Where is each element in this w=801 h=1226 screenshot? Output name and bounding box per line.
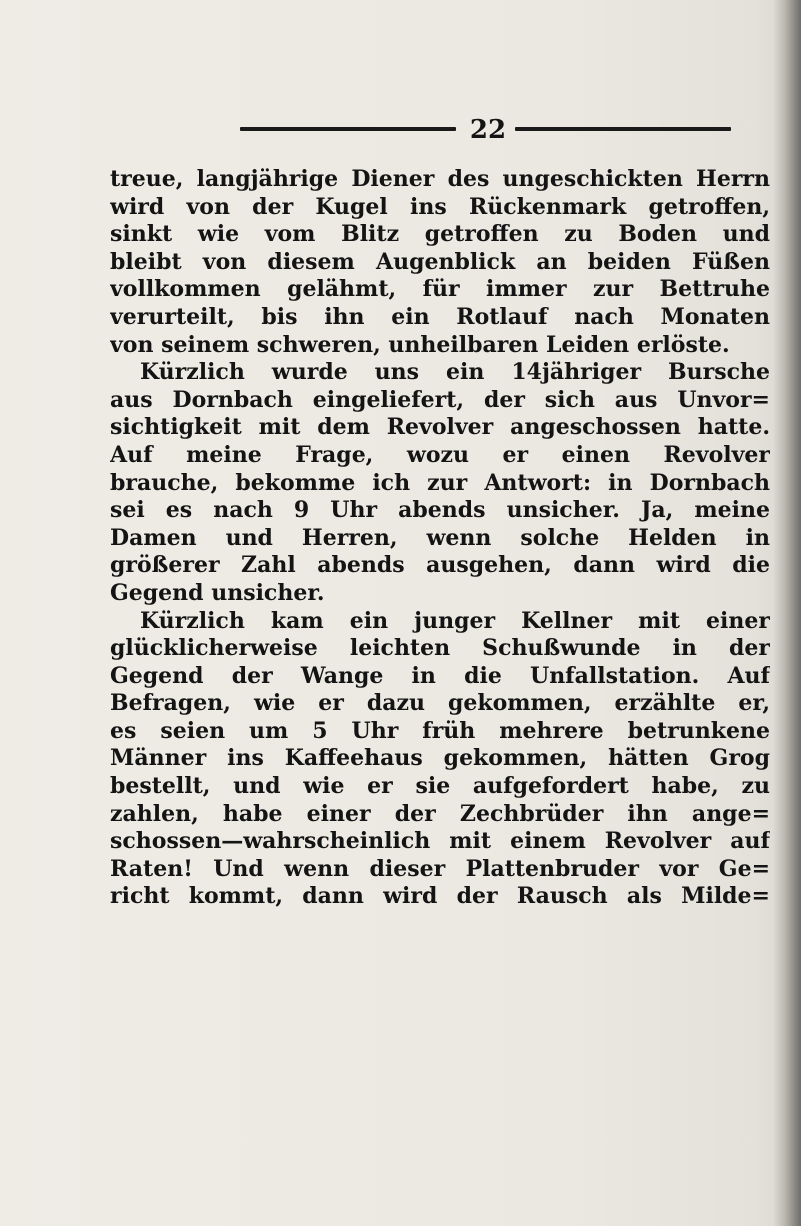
text-line: Raten! Und wenn dieser Plattenbruder vor Ge= <box>110 855 770 882</box>
text-line: Gegend der Wange in die Unfallstation. Auf <box>110 662 770 689</box>
text-line: sei es nach 9 Uhr abends unsicher. Ja, meine <box>110 497 770 524</box>
text-line: sinkt wie vom Blitz getroffen zu Boden und <box>110 221 770 248</box>
page-header <box>0 115 801 163</box>
text-line: Kürzlich wurde uns ein 14jähriger Bursche <box>140 359 770 386</box>
text-line: schossen—wahrscheinlich mit einem Revolver auf <box>110 828 770 855</box>
text-line: es seien um 5 Uhr früh mehrere betrunkene <box>110 717 770 744</box>
text-line: sichtigkeit mit dem Revolver angeschossen hatte. <box>110 414 770 441</box>
text-line: bleibt von diesem Augenblick an beiden Füßen <box>110 248 770 275</box>
text-line: verurteilt, bis ihn ein Rotlauf nach Monaten <box>110 303 770 330</box>
text-line: Männer ins Kaffeehaus gekommen, hätten Grog <box>110 745 770 772</box>
text-line: Gegend unsicher. <box>110 579 325 606</box>
text-line: von seinem schweren, unheilbaren Leiden erlöste. <box>110 331 730 358</box>
header-rule-left <box>240 127 456 131</box>
text-line: größerer Zahl abends ausgehen, dann wird die <box>110 552 770 579</box>
text-line: zahlen, habe einer der Zechbrüder ihn ange= <box>110 800 770 827</box>
page-number: 22 <box>469 115 507 145</box>
text-line: treue, langjährige Diener des ungeschickten Herrn <box>110 166 770 192</box>
body-text <box>110 166 770 911</box>
text-line: Befragen, wie er dazu gekommen, erzählte er, <box>110 690 770 717</box>
text-line: Auf meine Frage, wozu er einen Revolver <box>110 441 770 468</box>
text-line: brauche, bekomme ich zur Antwort: in Dornbach <box>110 469 770 496</box>
text-line: bestellt, und wie er sie aufgefordert habe, zu <box>110 773 770 800</box>
text-line: wird von der Kugel ins Rückenmark getroffen, <box>110 193 770 220</box>
text-line: aus Dornbach eingeliefert, der sich aus Unvor= <box>110 386 770 413</box>
text-line: vollkommen gelähmt, für immer zur Bettruhe <box>110 276 770 303</box>
text-line: Damen und Herren, wenn solche Helden in <box>110 524 770 551</box>
header-rule-right <box>515 127 731 131</box>
text-line: glücklicherweise leichten Schußwunde in der <box>110 635 770 662</box>
text-line: richt kommt, dann wird der Rausch als Milde= <box>110 883 770 910</box>
page-edge-shadow <box>773 0 801 1226</box>
text-line: Kürzlich kam ein junger Kellner mit einer <box>140 607 770 634</box>
